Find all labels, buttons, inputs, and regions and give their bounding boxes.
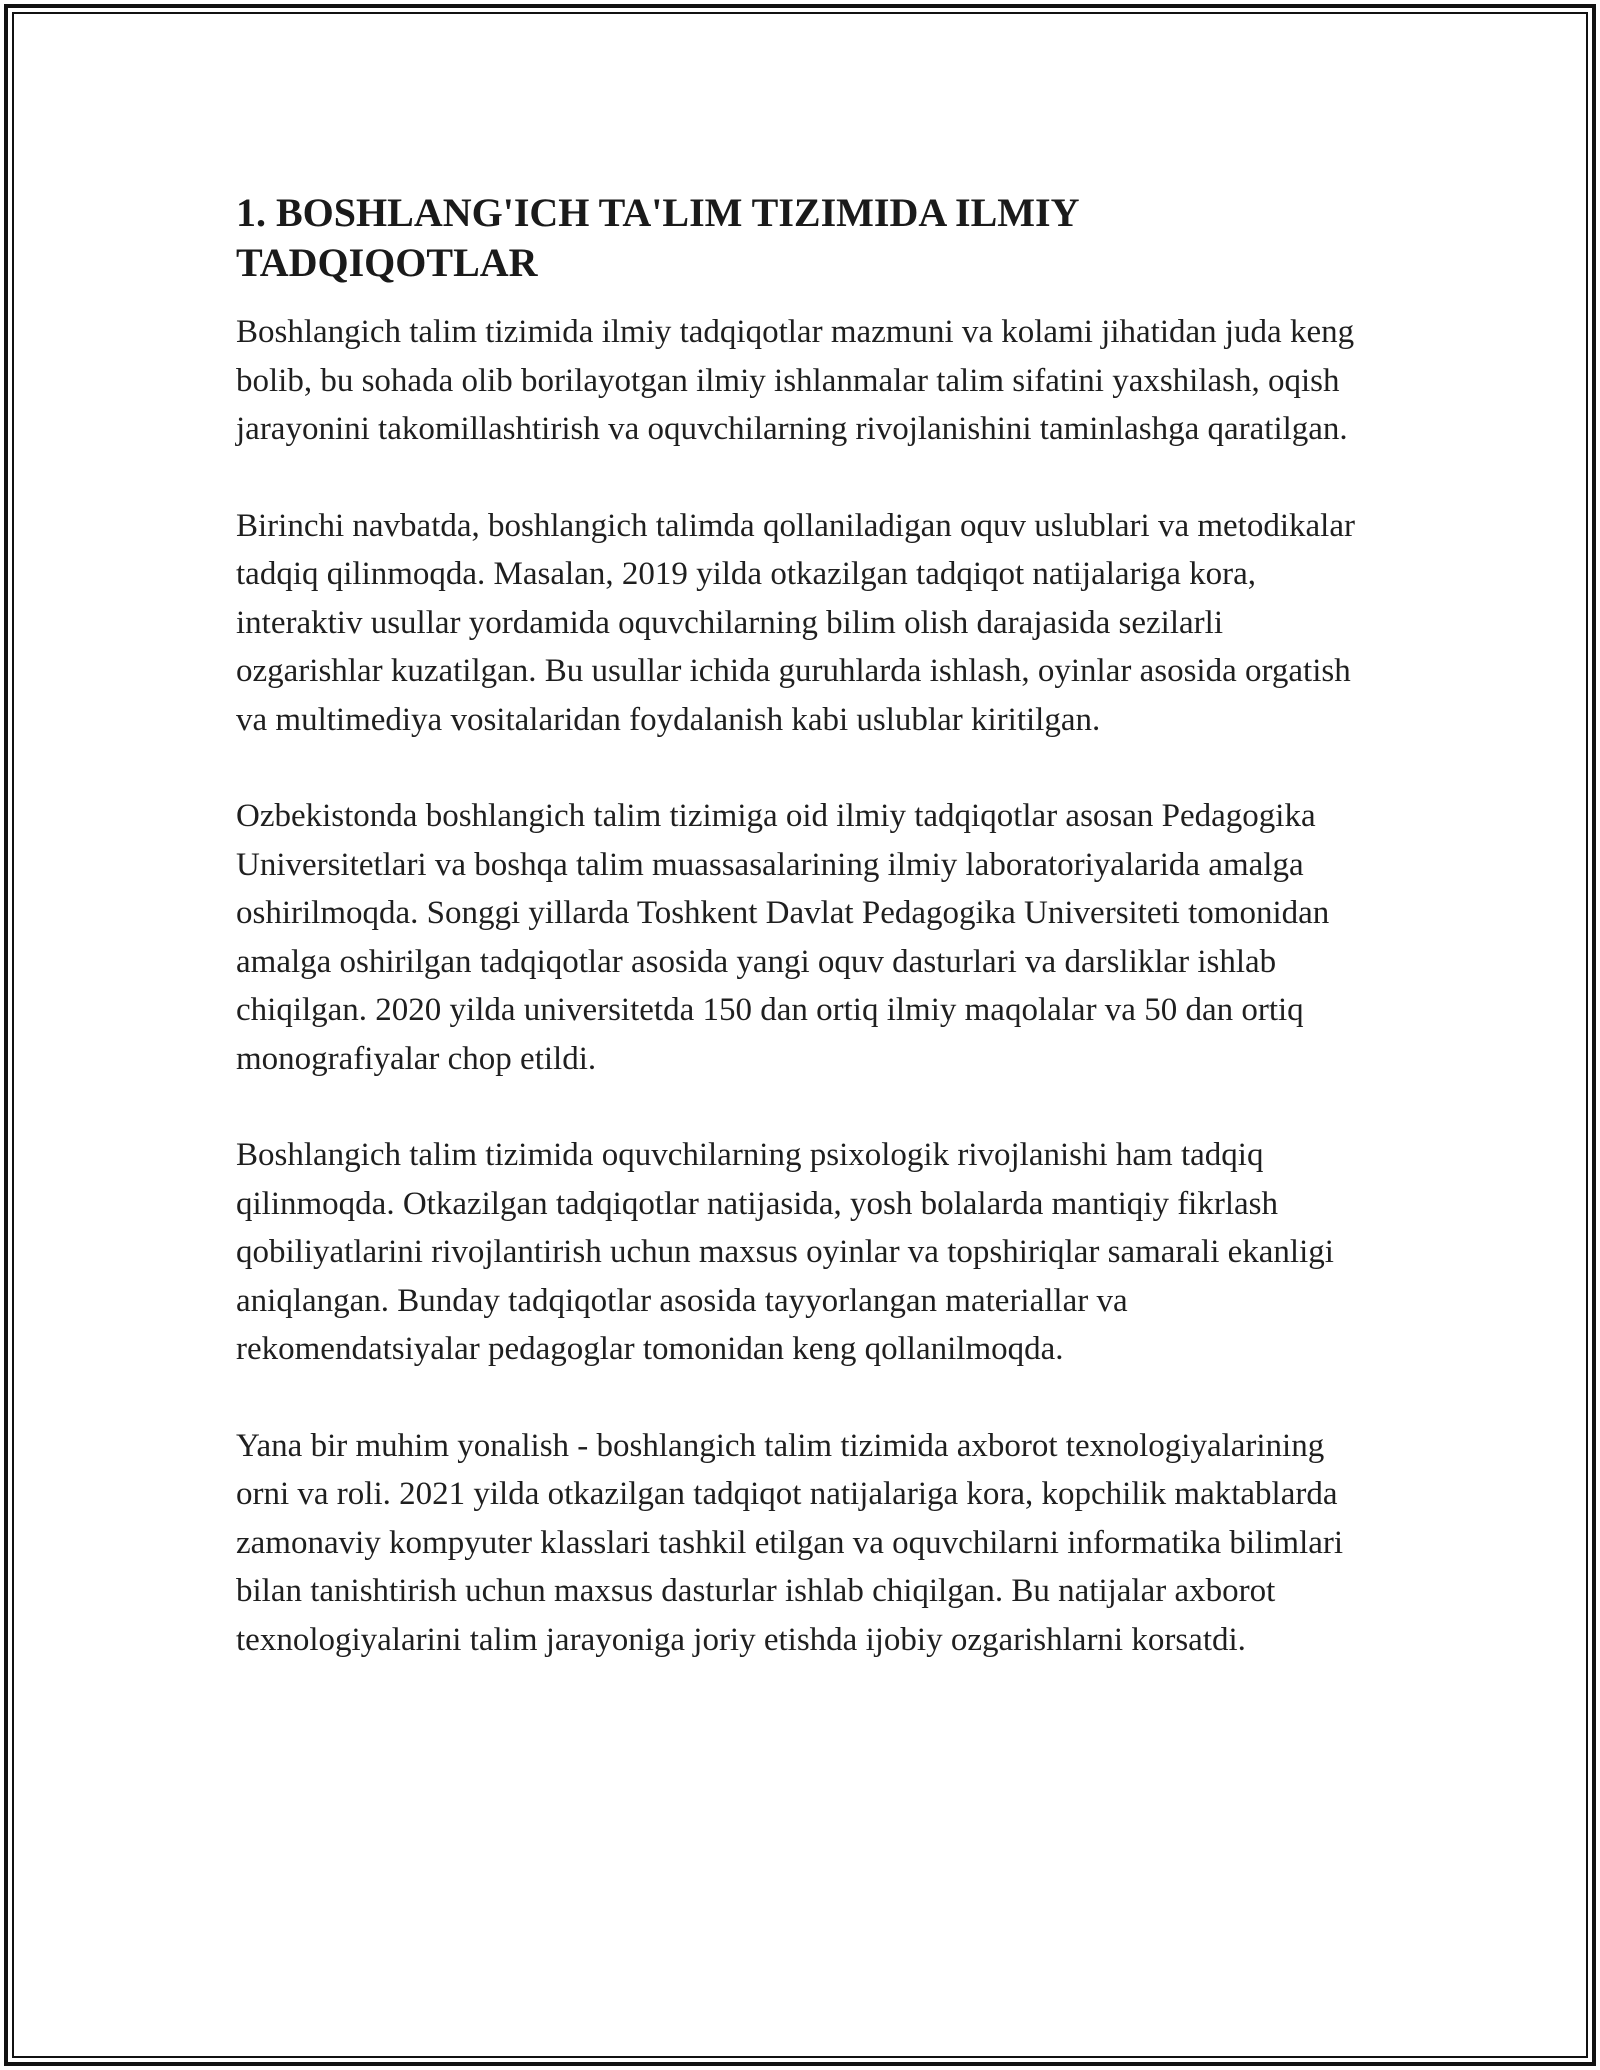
paragraph-psychology: Boshlangich talim tizimida oquvchilarning psixologik rivojlanishi ham tadqiq qilinmoqda. Otkazilgan tadqiqotlar natijasida, yosh bolalarda mantiqiy fikrlash qobiliyatlarini rivojlantirish uchun maxsus oyinlar va topshiriqlar samarali ekanligi aniqlangan. Bunday tadqiqotlar asosida tayyorlangan materiallar va rekomendatsiyalar pedagoglar tomonidan keng qollanilmoqda.	[236, 1137, 1334, 1367]
paragraph-methods: Birinchi navbatda, boshlangich talimda qollaniladigan oquv uslublari va metodikalar tadqiq qilinmoqda. Masalan, 2019 yilda otkazilgan tadqiqot natijalariga kora, interaktiv usullar yordamida oquvchilarning bilim olish darajasida sezilarli ozgarishlar kuzatilgan. Bu usullar ichida guruhlarda ishlash, oyinlar asosida orgatish va multimediya vositalaridan foydalanish kabi uslublar kiritilgan.	[236, 507, 1355, 738]
paragraph-technology: Yana bir muhim yonalish - boshlangich talim tizimida axborot texnologiyalarining orni va roli. 2021 yilda otkazilgan tadqiqot natijalariga kora, kopchilik maktablarda zamonaviy kompyuter klasslari tashkil etilgan va oquvchilarni informatika bilimlari bilan tanishtirish uchun maxsus dasturlar ishlab chiqilgan. Bu natijalar axborot texnologiyalarini talim jarayoniga joriy etishda ijobiy ozgarishlarni korsatdi.	[236, 1427, 1344, 1658]
document-body	[236, 188, 1366, 1712]
paragraph-intro: Boshlangich talim tizimida ilmiy tadqiqotlar mazmuni va kolami jihatidan juda keng bolib, bu sohada olib borilayotgan ilmiy ishlanmalar talim sifatini yaxshilash, oqish jarayonini takomillashtirish va oquvchilarning rivojlanishini taminlashga qaratilgan.	[236, 314, 1355, 447]
paragraph-universities: Ozbekistonda boshlangich talim tizimiga oid ilmiy tadqiqotlar asosan Pedagogika Universitetlari va boshqa talim muassasalarining ilmiy laboratoriyalarida amalga oshirilmoqda. Songgi yillarda Toshkent Davlat Pedagogika Universiteti tomonidan amalga oshirilgan tadqiqotlar asosida yangi oquv dasturlari va darsliklar ishlab chiqilgan. 2020 yilda universitetda 150 dan ortiq ilmiy maqolalar va 50 dan ortiq monografiyalar chop etildi.	[236, 798, 1330, 1077]
section-title: 1. BOSHLANG'ICH TA'LIM TIZIMIDA ILMIY TADQIQOTLAR	[236, 190, 1079, 285]
